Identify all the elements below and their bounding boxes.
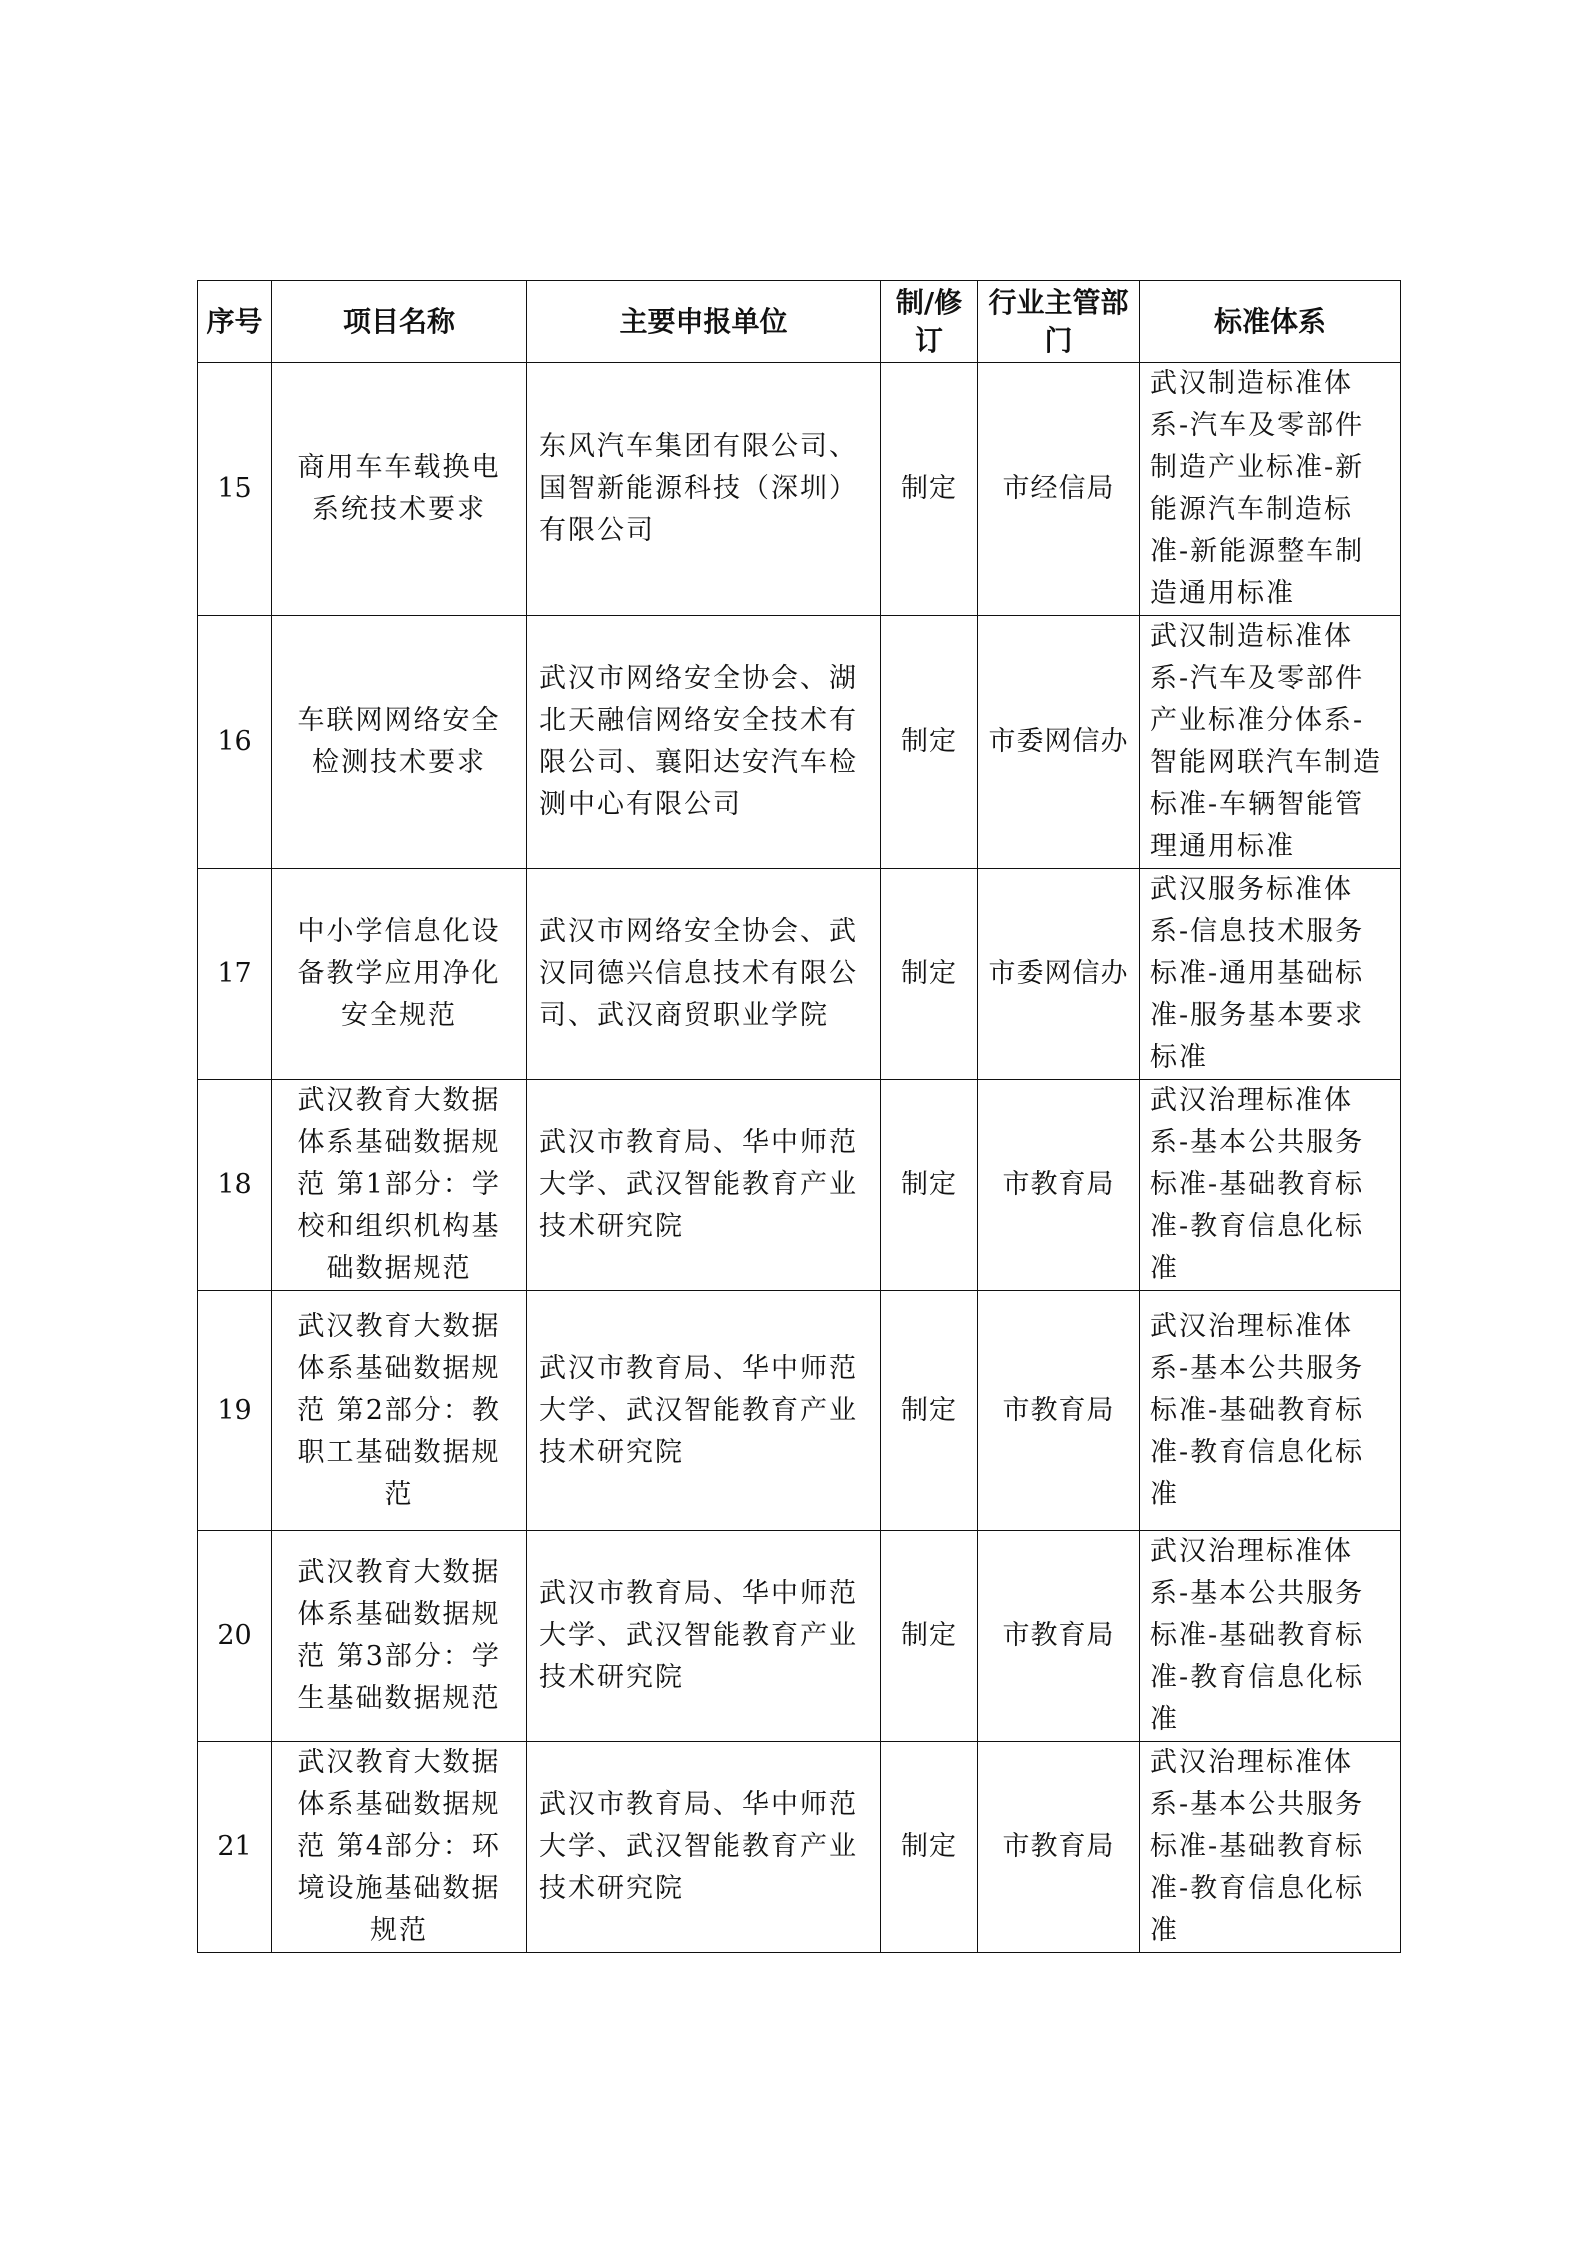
cell-name: 武汉教育大数据体系基础数据规范 第3部分：学生基础数据规范 [272, 1531, 527, 1742]
cell-type: 制定 [881, 1531, 978, 1742]
cell-name: 武汉教育大数据体系基础数据规范 第2部分：教职工基础数据规范 [272, 1291, 527, 1531]
table-row [198, 1742, 1401, 1953]
cell-dept: 市委网信办 [978, 616, 1140, 869]
cell-no: 21 [198, 1742, 272, 1953]
cell-dept: 市经信局 [978, 363, 1140, 616]
cell-no: 16 [198, 616, 272, 869]
cell-name: 武汉教育大数据体系基础数据规范 第4部分：环境设施基础数据规范 [272, 1742, 527, 1953]
cell-no: 19 [198, 1291, 272, 1531]
table-row [198, 616, 1401, 869]
cell-dept: 市教育局 [978, 1291, 1140, 1531]
cell-system: 武汉制造标准体系-汽车及零部件产业标准分体系-智能网联汽车制造标准-车辆智能管理通用标准 [1140, 616, 1401, 869]
cell-dept: 市委网信办 [978, 869, 1140, 1080]
table-row [198, 869, 1401, 1080]
cell-type: 制定 [881, 1291, 978, 1531]
cell-unit: 武汉市教育局、华中师范大学、武汉智能教育产业技术研究院 [527, 1742, 881, 1953]
cell-unit: 武汉市教育局、华中师范大学、武汉智能教育产业技术研究院 [527, 1531, 881, 1742]
header-no: 序号 [198, 281, 272, 363]
cell-dept: 市教育局 [978, 1080, 1140, 1291]
cell-no: 15 [198, 363, 272, 616]
cell-no: 17 [198, 869, 272, 1080]
table-header-row [198, 281, 1401, 363]
cell-no: 20 [198, 1531, 272, 1742]
cell-name: 中小学信息化设备教学应用净化安全规范 [272, 869, 527, 1080]
cell-type: 制定 [881, 1742, 978, 1953]
cell-dept: 市教育局 [978, 1742, 1140, 1953]
cell-system: 武汉制造标准体系-汽车及零部件制造产业标准-新能源汽车制造标准-新能源整车制造通用标准 [1140, 363, 1401, 616]
cell-dept: 市教育局 [978, 1531, 1140, 1742]
cell-unit: 武汉市教育局、华中师范大学、武汉智能教育产业技术研究院 [527, 1291, 881, 1531]
cell-unit: 武汉市网络安全协会、武汉同德兴信息技术有限公司、武汉商贸职业学院 [527, 869, 881, 1080]
header-name: 项目名称 [272, 281, 527, 363]
cell-name: 商用车车载换电系统技术要求 [272, 363, 527, 616]
table-row [198, 363, 1401, 616]
table-row [198, 1080, 1401, 1291]
cell-type: 制定 [881, 616, 978, 869]
cell-no: 18 [198, 1080, 272, 1291]
cell-name: 车联网网络安全检测技术要求 [272, 616, 527, 869]
table-row [198, 1291, 1401, 1531]
cell-system: 武汉治理标准体系-基本公共服务标准-基础教育标准-教育信息化标准 [1140, 1080, 1401, 1291]
header-type: 制/修订 [881, 281, 978, 363]
header-system: 标准体系 [1140, 281, 1401, 363]
cell-system: 武汉治理标准体系-基本公共服务标准-基础教育标准-教育信息化标准 [1140, 1291, 1401, 1531]
cell-type: 制定 [881, 1080, 978, 1291]
cell-system: 武汉治理标准体系-基本公共服务标准-基础教育标准-教育信息化标准 [1140, 1531, 1401, 1742]
cell-name: 武汉教育大数据体系基础数据规范 第1部分：学校和组织机构基础数据规范 [272, 1080, 527, 1291]
cell-system: 武汉治理标准体系-基本公共服务标准-基础教育标准-教育信息化标准 [1140, 1742, 1401, 1953]
cell-unit: 武汉市教育局、华中师范大学、武汉智能教育产业技术研究院 [527, 1080, 881, 1291]
cell-unit: 东风汽车集团有限公司、国智新能源科技（深圳）有限公司 [527, 363, 881, 616]
standards-table [197, 280, 1401, 1953]
cell-type: 制定 [881, 363, 978, 616]
cell-type: 制定 [881, 869, 978, 1080]
header-dept: 行业主管部门 [978, 281, 1140, 363]
cell-system: 武汉服务标准体系-信息技术服务标准-通用基础标准-服务基本要求标准 [1140, 869, 1401, 1080]
table-row [198, 1531, 1401, 1742]
cell-unit: 武汉市网络安全协会、湖北天融信网络安全技术有限公司、襄阳达安汽车检测中心有限公司 [527, 616, 881, 869]
header-unit: 主要申报单位 [527, 281, 881, 363]
